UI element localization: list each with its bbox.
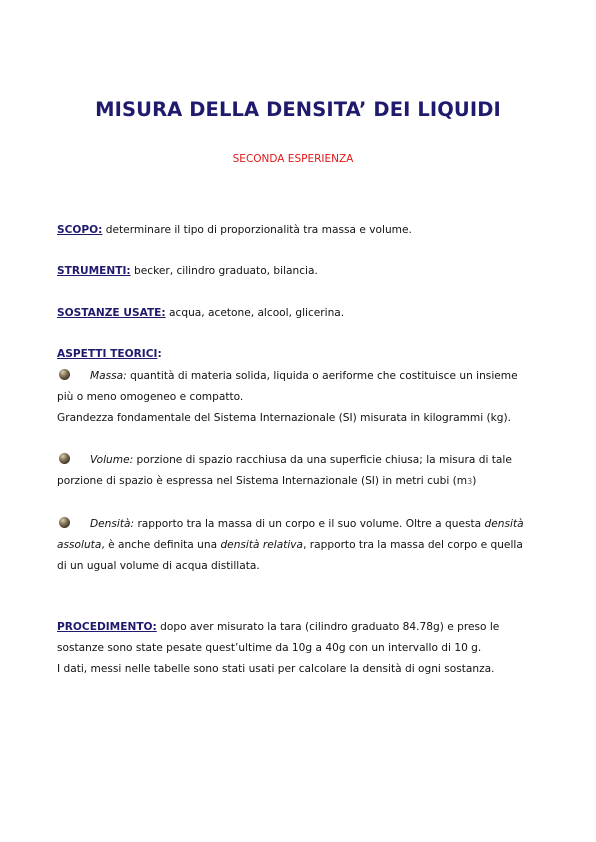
bullet-icon	[59, 517, 70, 528]
strumenti-label: STRUMENTI:	[57, 265, 131, 277]
volume-line1: porzione di spazio racchiusa da una superficie chiusa; la misura di tale	[133, 454, 512, 466]
aspetti-teorici-heading	[57, 344, 547, 365]
massa-line3: Grandezza fondamentale del Sistema Internazionale (SI) misurata in kilogrammi (kg).	[57, 412, 512, 424]
strumenti-text: becker, cilindro graduato, bilancia.	[130, 265, 318, 277]
massa-line1: quantità di materia solida, liquida o aeriforme che costituisce un insieme	[126, 370, 518, 382]
sostanze-paragraph	[57, 303, 547, 324]
densita-term: Densità:	[90, 518, 135, 530]
procedimento-paragraph	[57, 617, 547, 680]
page-title: MISURA DELLA DENSITA’ DEI LIQUIDI	[95, 98, 501, 121]
strumenti-paragraph	[57, 261, 547, 282]
scopo-text: determinare il tipo di proporzionalità tra massa e volume.	[102, 224, 412, 236]
volume-term: Volume:	[90, 454, 134, 466]
scopo-label: SCOPO:	[57, 224, 103, 236]
sostanze-text: acqua, acetone, alcool, glicerina.	[165, 307, 345, 319]
procedimento-line2: sostanze sono state pesate quest’ultime da 10g a 40g con un intervallo di 10 g.	[57, 642, 482, 654]
massa-definition	[57, 366, 557, 429]
page-subtitle: SECONDA ESPERIENZA	[232, 153, 354, 165]
procedimento-line1: dopo aver misurato la tara (cilindro graduato 84.78g) e preso le	[156, 621, 500, 633]
densita-definition	[57, 514, 557, 577]
densita-line2d: , rapporto tra la massa del corpo e quella	[303, 539, 523, 551]
bullet-icon	[59, 369, 70, 380]
densita-line1b: densità	[484, 518, 524, 530]
sostanze-label: SOSTANZE USATE:	[57, 307, 166, 319]
volume-line2: porzione di spazio è espressa nel Sistema Internazionale (SI) in metri cubi (m	[57, 475, 468, 487]
densita-line1a: rapporto tra la massa di un corpo e il suo volume. Oltre a questa	[134, 518, 485, 530]
massa-line2: più o meno omogeneo e compatto.	[57, 391, 244, 403]
aspetti-colon: :	[157, 348, 162, 360]
procedimento-label: PROCEDIMENTO:	[57, 621, 157, 633]
densita-line3: di un ugual volume di acqua distillata.	[57, 560, 260, 572]
procedimento-line3: I dati, messi nelle tabelle sono stati usati per calcolare la densità di ogni sostanza.	[57, 663, 495, 675]
densita-line2c: densità relativa	[220, 539, 304, 551]
densita-line2a: assoluta	[57, 539, 102, 551]
aspetti-label: ASPETTI TEORICI	[57, 348, 158, 360]
scopo-paragraph	[57, 220, 547, 241]
volume-line2-end: )	[472, 475, 477, 487]
bullet-icon	[59, 453, 70, 464]
densita-line2b: , è anche definita una	[101, 539, 221, 551]
volume-unit-exponent: 3	[467, 477, 473, 486]
massa-term: Massa:	[90, 370, 127, 382]
volume-definition	[57, 450, 557, 492]
